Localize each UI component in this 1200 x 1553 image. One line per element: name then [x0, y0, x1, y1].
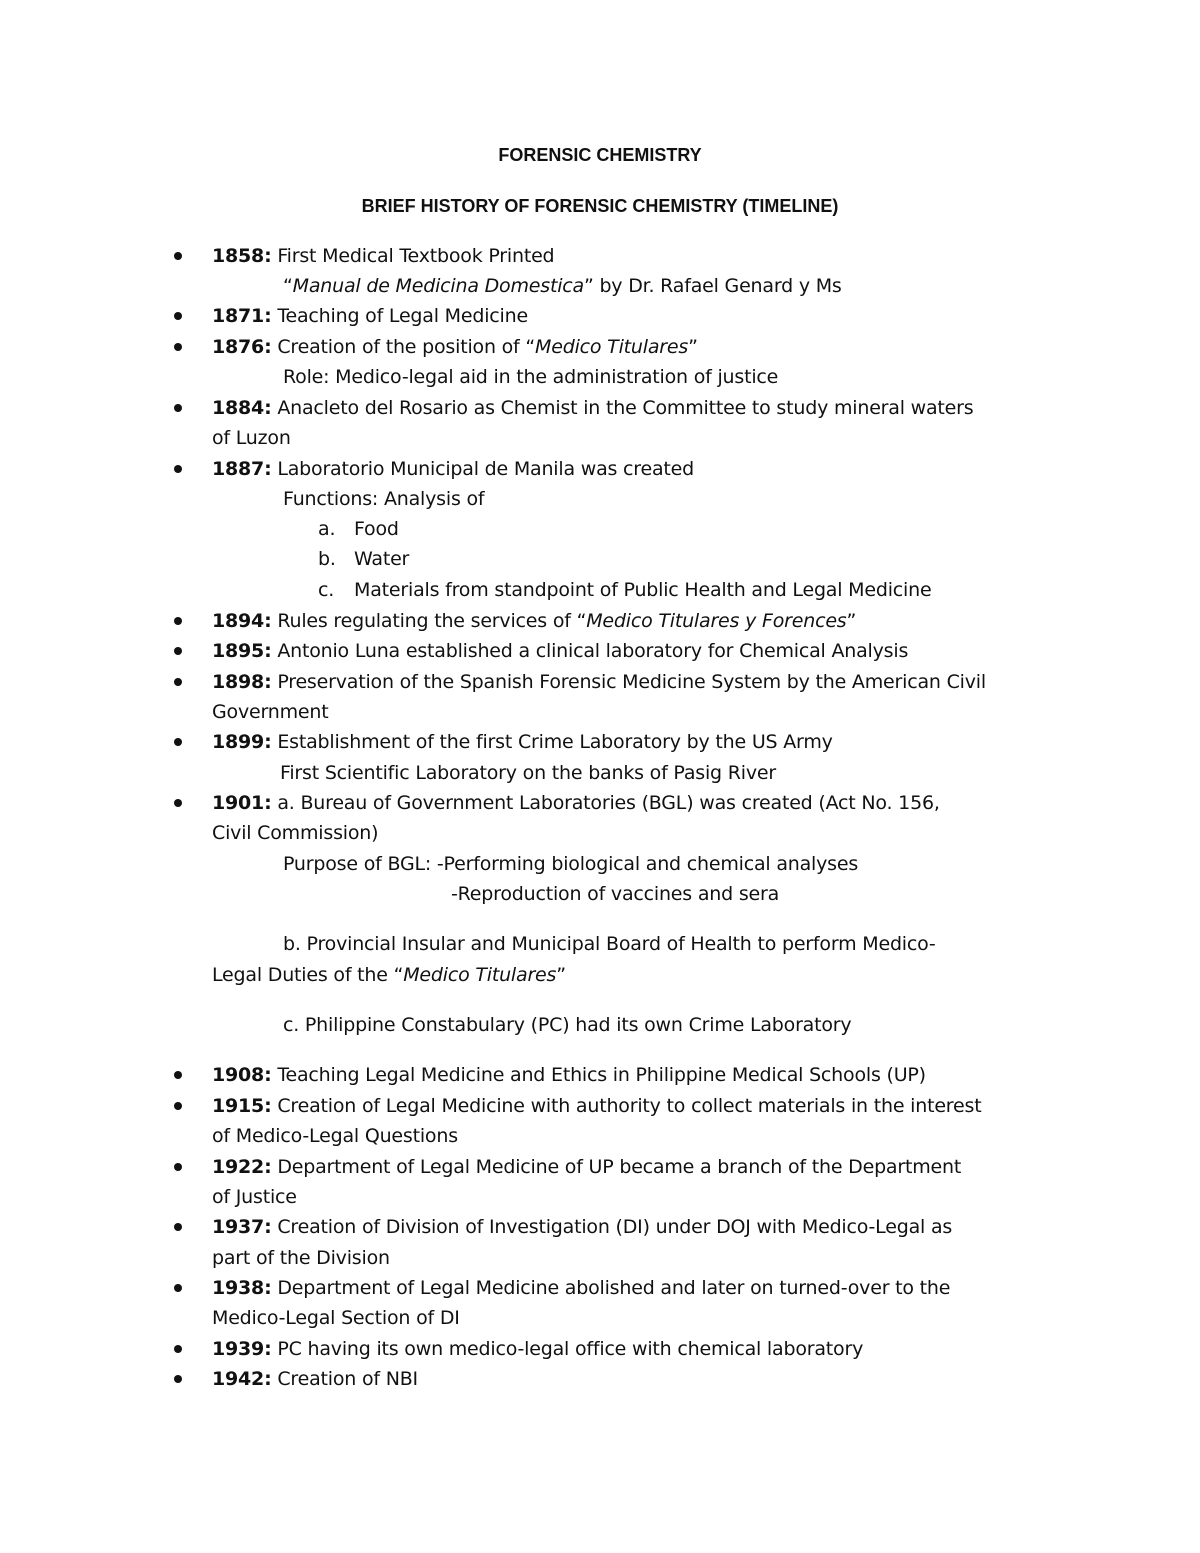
bullet-icon	[174, 252, 182, 260]
entry-continuation: of Justice	[212, 1186, 297, 1208]
timeline-entry-1858	[212, 241, 554, 271]
bullet-icon	[174, 678, 182, 686]
entry-detail: c. Philippine Constabulary (PC) had its own Crime Laboratory	[283, 1014, 852, 1036]
timeline-entry-1898: 1898: Preservation of the Spanish Forensic Medicine System by the American Civil	[212, 671, 986, 693]
entry-detail: Role: Medico-legal aid in the administration of justice	[283, 366, 779, 388]
entry-detail: -Reproduction of vaccines and sera	[451, 883, 780, 905]
bullet-icon	[174, 465, 182, 473]
entry-continuation: part of the Division	[212, 1247, 390, 1269]
list-item: Water	[354, 548, 410, 570]
bullet-icon	[174, 1375, 182, 1383]
timeline-entry-1884: 1884: Anacleto del Rosario as Chemist in the Committee to study mineral waters	[212, 397, 974, 419]
list-item-marker: c.	[318, 579, 335, 601]
bullet-icon	[174, 799, 182, 807]
bullet-icon	[174, 617, 182, 625]
entry-detail: b. Provincial Insular and Municipal Board of Health to perform Medico-	[283, 933, 936, 955]
bullet-icon	[174, 738, 182, 746]
entry-continuation: of Luzon	[212, 427, 291, 449]
entry-continuation: of Medico-Legal Questions	[212, 1125, 458, 1147]
document-title: FORENSIC CHEMISTRY	[498, 145, 702, 165]
timeline-entry-1937: 1937: Creation of Division of Investigation (DI) under DOJ with Medico-Legal as	[212, 1216, 953, 1238]
entry-text: First Medical Textbook Printed	[271, 245, 555, 267]
list-item: Food	[354, 518, 399, 540]
bullet-icon	[174, 647, 182, 655]
timeline-entry-1876: 1876: Creation of the position of “Medico Titulares”	[212, 336, 698, 358]
document-subtitle: BRIEF HISTORY OF FORENSIC CHEMISTRY (TIMELINE)	[361, 196, 839, 216]
timeline-entry-1942: 1942: Creation of NBI	[212, 1368, 418, 1390]
entry-year: 1858:	[212, 245, 272, 267]
timeline-entry-1922: 1922: Department of Legal Medicine of UP became a branch of the Department	[212, 1156, 962, 1178]
list-item-marker: b.	[318, 548, 336, 570]
timeline-entry-1895: 1895: Antonio Luna established a clinical laboratory for Chemical Analysis	[212, 640, 909, 662]
timeline-entry-1901: 1901: a. Bureau of Government Laboratories (BGL) was created (Act No. 156,	[212, 792, 940, 814]
bullet-icon	[174, 404, 182, 412]
entry-continuation: Civil Commission)	[212, 822, 379, 844]
entry-detail: Purpose of BGL: -Performing biological and chemical analyses	[283, 853, 859, 875]
entry-detail: “Manual de Medicina Domestica” by Dr. Rafael Genard y Ms	[283, 275, 842, 297]
timeline-entry-1887: 1887: Laboratorio Municipal de Manila was created	[212, 458, 695, 480]
bullet-icon	[174, 1345, 182, 1353]
bullet-icon	[174, 343, 182, 351]
list-item: Materials from standpoint of Public Health and Legal Medicine	[354, 579, 932, 601]
timeline-entry-1899: 1899: Establishment of the first Crime Laboratory by the US Army	[212, 731, 833, 753]
bullet-icon	[174, 312, 182, 320]
entry-continuation: Government	[212, 701, 329, 723]
entry-detail: First Scientific Laboratory on the banks of Pasig River	[280, 762, 776, 784]
timeline-entry-1871: 1871: Teaching of Legal Medicine	[212, 305, 528, 327]
timeline-entry-1894: 1894: Rules regulating the services of “Medico Titulares y Forences”	[212, 610, 857, 632]
entry-detail: Functions: Analysis of	[283, 488, 485, 510]
bullet-icon	[174, 1071, 182, 1079]
timeline-entry-1908: 1908: Teaching Legal Medicine and Ethics in Philippine Medical Schools (UP)	[212, 1064, 926, 1086]
bullet-icon	[174, 1163, 182, 1171]
timeline-entry-1939: 1939: PC having its own medico-legal office with chemical laboratory	[212, 1338, 864, 1360]
entry-continuation: Legal Duties of the “Medico Titulares”	[212, 964, 566, 986]
bullet-icon	[174, 1284, 182, 1292]
bullet-icon	[174, 1223, 182, 1231]
timeline-entry-1915: 1915: Creation of Legal Medicine with authority to collect materials in the interest	[212, 1095, 982, 1117]
list-item-marker: a.	[318, 518, 336, 540]
timeline-entry-1938: 1938: Department of Legal Medicine abolished and later on turned-over to the	[212, 1277, 951, 1299]
bullet-icon	[174, 1102, 182, 1110]
entry-continuation: Medico-Legal Section of DI	[212, 1307, 460, 1329]
